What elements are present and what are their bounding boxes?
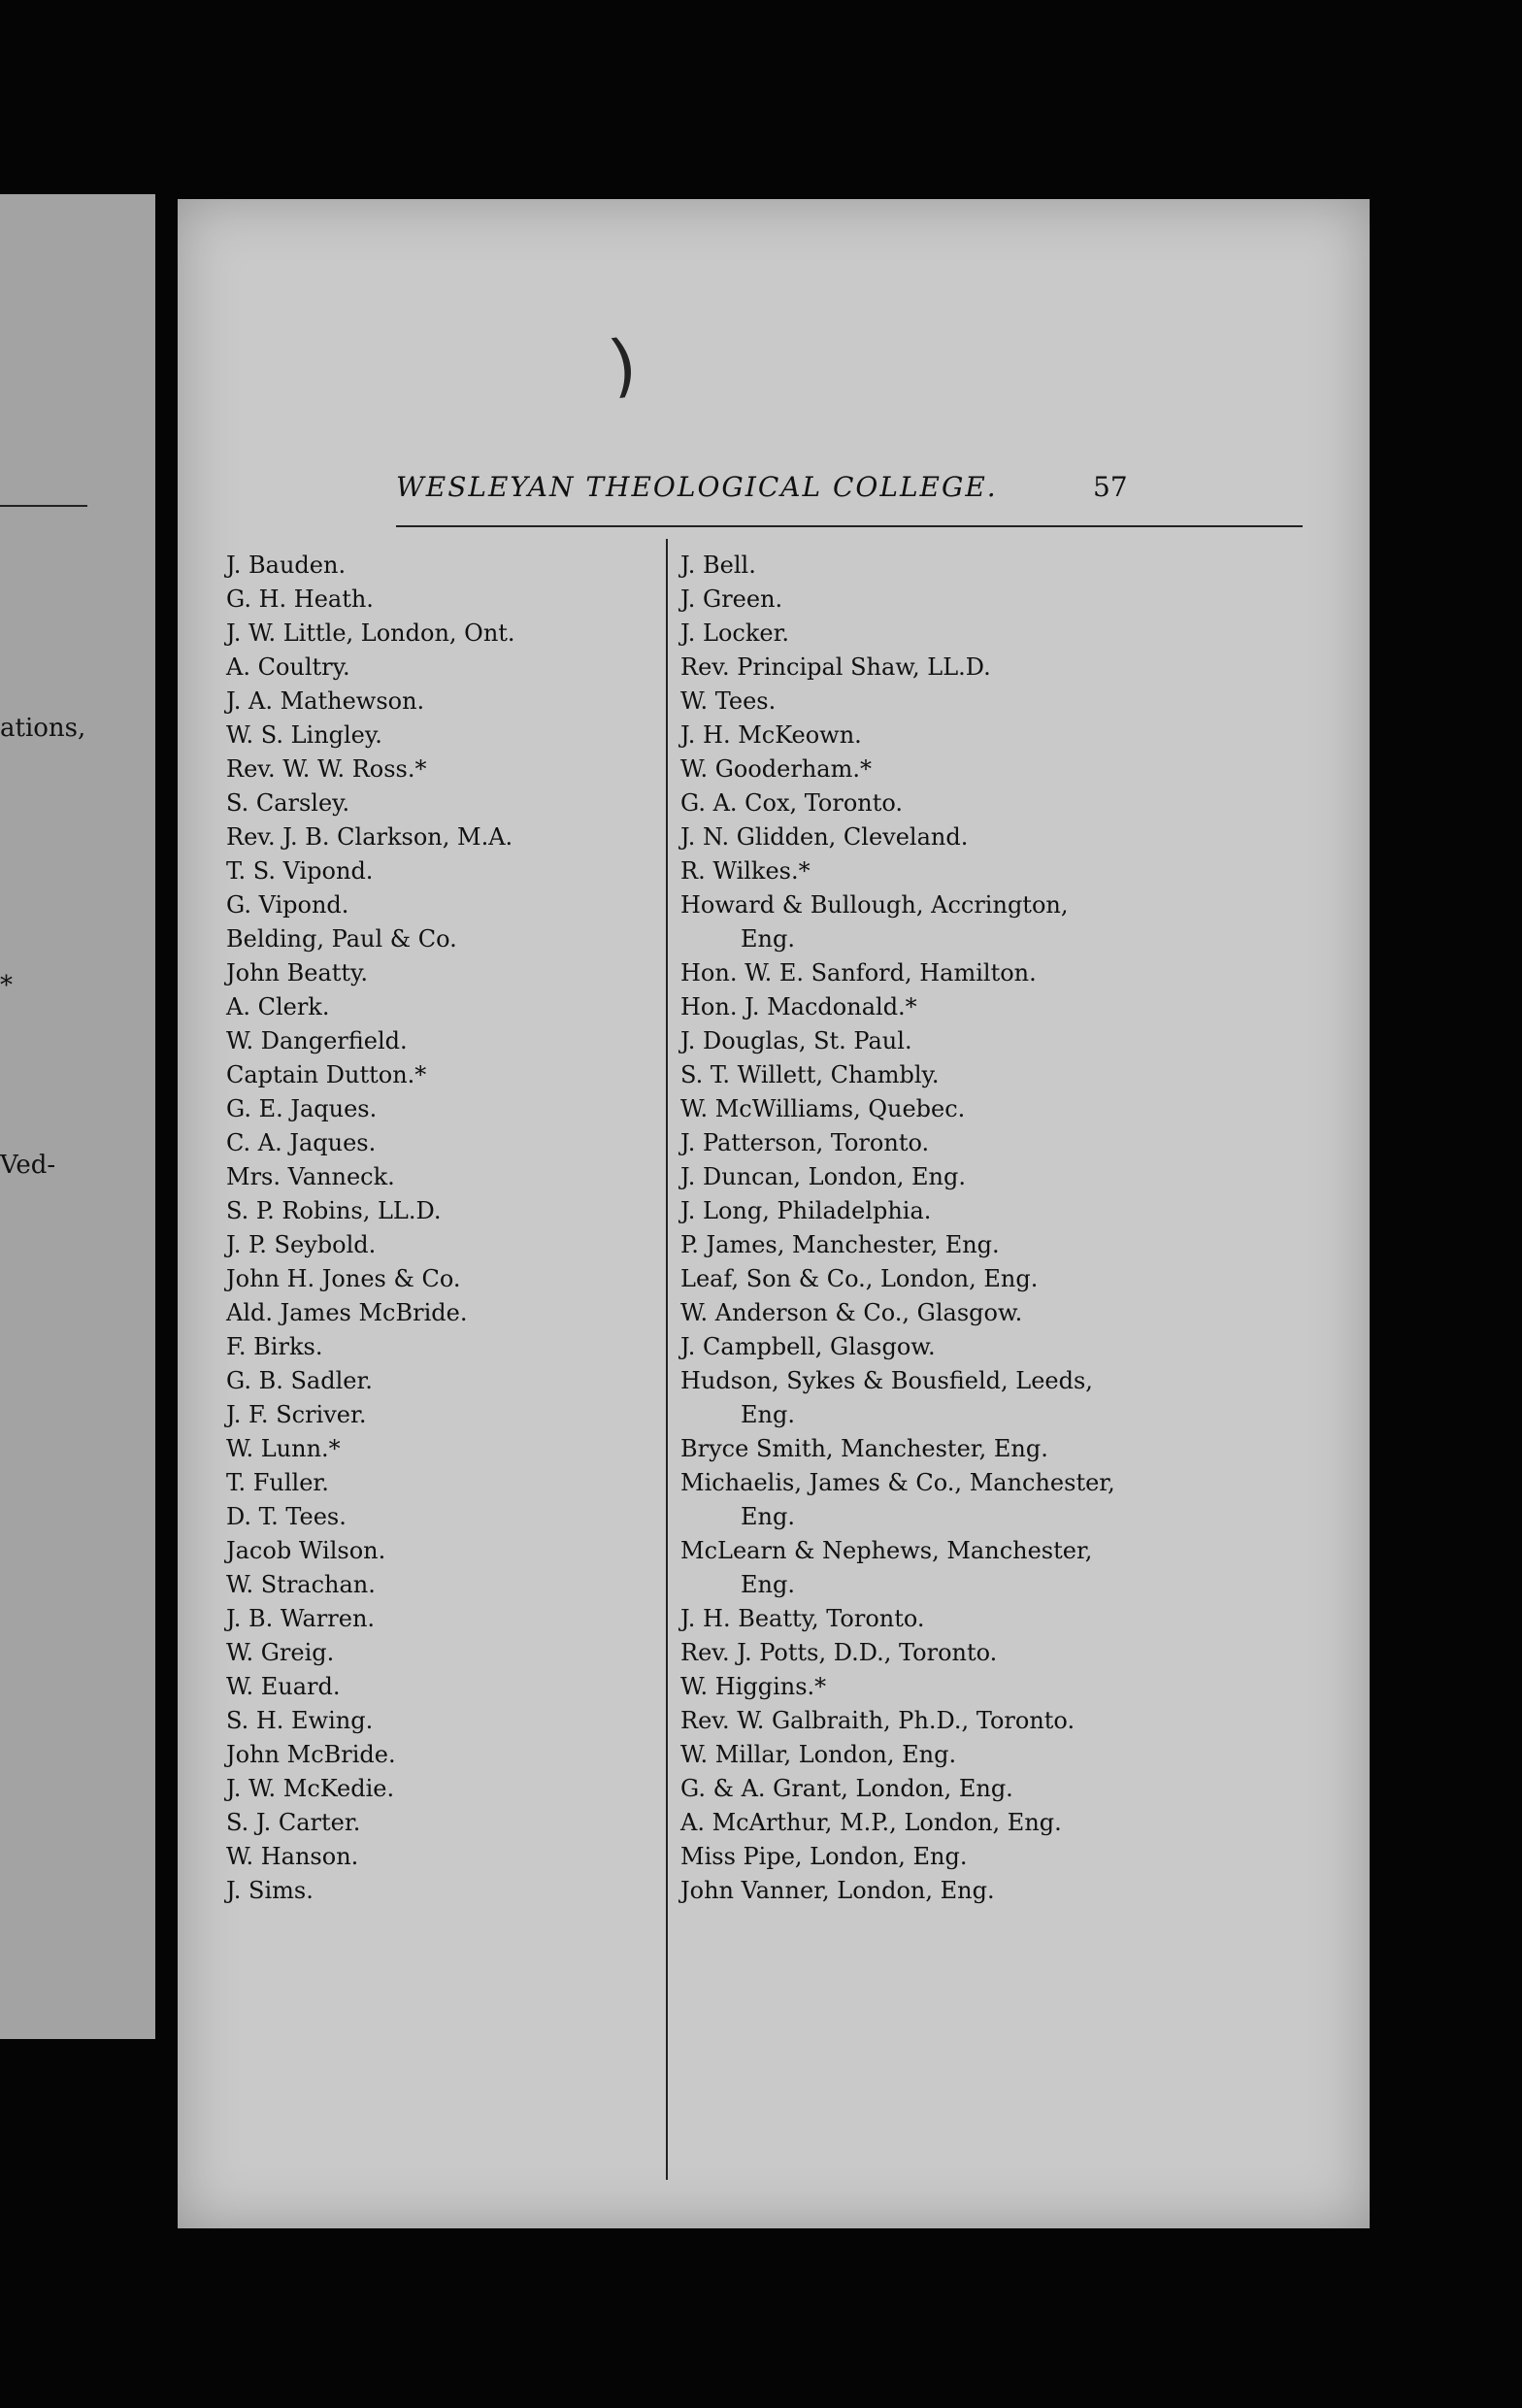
subscriber-name: John Vanner, London, Eng.: [680, 1877, 995, 1904]
subscriber-entry: S. H. Ewing.: [226, 1707, 374, 1734]
subscriber-entry: G. Vipond.: [226, 891, 349, 919]
subscriber-name: J. H. McKeown.: [680, 721, 862, 749]
subscriber-entry: Rev. J. B. Clarkson, M.A.: [226, 823, 513, 851]
subscriber-name: Miss Pipe, London, Eng.: [680, 1843, 968, 1870]
handwritten-bracket-mark: ): [604, 323, 642, 407]
subscriber-entry: Jacob Wilson.: [226, 1537, 386, 1564]
adjacent-page-fragment: *: [0, 971, 13, 1000]
subscriber-entry: [680, 1704, 1350, 1738]
adjacent-page-fragment: Ved-: [0, 1151, 56, 1180]
subscriber-entry: W. Strachan.: [226, 1571, 376, 1598]
subscriber-continuation: Eng.: [741, 1571, 795, 1598]
subscriber-entry: J. F. Scriver.: [226, 1401, 367, 1428]
subscriber-entry: Rev. W. W. Ross.*: [226, 755, 427, 783]
subscriber-entry: G. H. Heath.: [226, 585, 374, 613]
subscriber-name: Leaf, Son & Co., London, Eng.: [680, 1265, 1039, 1292]
subscriber-entry: [680, 1772, 1350, 1806]
subscriber-entry: [680, 1806, 1350, 1840]
subscriber-name: Howard & Bullough, Accrington,: [680, 891, 1069, 919]
subscriber-entry: [680, 1160, 1350, 1194]
subscriber-continuation: Eng.: [741, 925, 795, 953]
subscriber-entry: [680, 1262, 1350, 1296]
subscriber-entry: [680, 1024, 1350, 1058]
subscriber-entry: [680, 549, 1350, 583]
subscriber-entry: [680, 583, 1350, 617]
subscriber-entry: [680, 1296, 1350, 1330]
subscriber-name: J. Duncan, London, Eng.: [680, 1163, 966, 1190]
subscriber-entry: W. S. Lingley.: [226, 721, 382, 749]
subscriber-list-left: [226, 549, 515, 1908]
subscriber-entry: J. Sims.: [226, 1877, 314, 1904]
subscriber-name: McLearn & Nephews, Manchester,: [680, 1537, 1093, 1564]
subscriber-name: Bryce Smith, Manchester, Eng.: [680, 1435, 1048, 1462]
subscriber-entry: S. Carsley.: [226, 789, 350, 817]
page-number: 57: [1093, 471, 1128, 503]
subscriber-entry: Mrs. Vanneck.: [226, 1163, 395, 1190]
subscriber-list-right: [680, 549, 1350, 1908]
subscriber-entry: S. J. Carter.: [226, 1809, 361, 1836]
subscriber-entry: John McBride.: [226, 1741, 396, 1768]
subscriber-entry: T. Fuller.: [226, 1469, 329, 1496]
subscriber-entry: W. Lunn.*: [226, 1435, 341, 1462]
subscriber-name: A. McArthur, M.P., London, Eng.: [680, 1809, 1062, 1836]
subscriber-entry: [680, 752, 1350, 786]
subscriber-entry: [680, 956, 1350, 990]
subscriber-entry: [680, 786, 1350, 820]
subscriber-entry: [680, 1602, 1350, 1636]
subscriber-entry: [680, 1364, 1350, 1432]
adjacent-page-rule: [0, 505, 87, 507]
subscriber-entry: [680, 990, 1350, 1024]
adjacent-page-fragment: ations,: [0, 714, 86, 743]
subscriber-name: G. & A. Grant, London, Eng.: [680, 1775, 1013, 1802]
subscriber-entry: [680, 617, 1350, 651]
subscriber-entry: A. Clerk.: [226, 993, 330, 1020]
subscriber-entry: Captain Dutton.*: [226, 1061, 427, 1088]
subscriber-entry: [680, 1058, 1350, 1092]
subscriber-entry: [680, 1534, 1350, 1602]
subscriber-name: W. Anderson & Co., Glasgow.: [680, 1299, 1023, 1326]
subscriber-entry: G. B. Sadler.: [226, 1367, 373, 1394]
subscriber-entry: [680, 1194, 1350, 1228]
subscriber-entry: S. P. Robins, LL.D.: [226, 1197, 442, 1224]
subscriber-entry: [680, 1330, 1350, 1364]
subscriber-entry: [680, 820, 1350, 854]
subscriber-name: J. Bell.: [680, 552, 756, 579]
subscriber-entry: W. Dangerfield.: [226, 1027, 408, 1054]
subscriber-name: S. T. Willett, Chambly.: [680, 1061, 940, 1088]
subscriber-name: Hon. J. Macdonald.*: [680, 993, 917, 1020]
subscriber-entry: [680, 651, 1350, 685]
subscriber-name: W. Tees.: [680, 687, 777, 715]
subscriber-entry: [680, 1874, 1350, 1908]
subscriber-entry: J. W. McKedie.: [226, 1775, 395, 1802]
subscriber-entry: D. T. Tees.: [226, 1503, 347, 1530]
subscriber-entry: [680, 1126, 1350, 1160]
subscriber-name: Rev. J. Potts, D.D., Toronto.: [680, 1639, 998, 1666]
subscriber-entry: [680, 854, 1350, 888]
subscriber-entry: [680, 1228, 1350, 1262]
subscriber-entry: T. S. Vipond.: [226, 857, 374, 885]
subscriber-entry: W. Hanson.: [226, 1843, 359, 1870]
subscriber-name: J. Campbell, Glasgow.: [680, 1333, 936, 1360]
subscriber-entry: [680, 1636, 1350, 1670]
subscriber-entry: [680, 719, 1350, 752]
subscriber-name: J. Douglas, St. Paul.: [680, 1027, 912, 1054]
subscriber-name: J. Green.: [680, 585, 783, 613]
subscriber-name: R. Wilkes.*: [680, 857, 811, 885]
subscriber-entry: [680, 1670, 1350, 1704]
subscriber-name: W. McWilliams, Quebec.: [680, 1095, 966, 1122]
subscriber-name: J. H. Beatty, Toronto.: [680, 1605, 925, 1632]
subscriber-name: P. James, Manchester, Eng.: [680, 1231, 1000, 1258]
subscriber-name: W. Gooderham.*: [680, 755, 872, 783]
book-page: [178, 199, 1370, 2228]
subscriber-entry: W. Greig.: [226, 1639, 335, 1666]
subscriber-name: G. A. Cox, Toronto.: [680, 789, 904, 817]
running-header: WESLEYAN THEOLOGICAL COLLEGE.: [396, 471, 998, 503]
subscriber-entry: G. E. Jaques.: [226, 1095, 378, 1122]
subscriber-name: J. N. Glidden, Cleveland.: [680, 823, 969, 851]
subscriber-name: Hudson, Sykes & Bousfield, Leeds,: [680, 1367, 1093, 1394]
subscriber-name: Rev. W. Galbraith, Ph.D., Toronto.: [680, 1707, 1075, 1734]
subscriber-name: Hon. W. E. Sanford, Hamilton.: [680, 959, 1037, 987]
subscriber-entry: [680, 1738, 1350, 1772]
subscriber-name: J. Locker.: [680, 619, 790, 647]
subscriber-entry: [680, 1092, 1350, 1126]
subscriber-entry: J. B. Warren.: [226, 1605, 376, 1632]
subscriber-entry: John Beatty.: [226, 959, 369, 987]
subscriber-name: Rev. Principal Shaw, LL.D.: [680, 653, 991, 681]
subscriber-entry: C. A. Jaques.: [226, 1129, 377, 1156]
subscriber-entry: W. Euard.: [226, 1673, 341, 1700]
adjacent-page: [0, 194, 155, 2039]
subscriber-entry: [680, 1432, 1350, 1466]
subscriber-continuation: Eng.: [741, 1401, 795, 1428]
subscriber-entry: A. Coultry.: [226, 653, 350, 681]
subscriber-entry: John H. Jones & Co.: [226, 1265, 461, 1292]
subscriber-entry: J. A. Mathewson.: [226, 687, 425, 715]
subscriber-entry: F. Birks.: [226, 1333, 323, 1360]
subscriber-entry: Ald. James McBride.: [226, 1299, 468, 1326]
subscriber-entry: J. Bauden.: [226, 552, 347, 579]
subscriber-entry: J. P. Seybold.: [226, 1231, 377, 1258]
subscriber-entry: [680, 1466, 1350, 1534]
subscriber-entry: [680, 1840, 1350, 1874]
subscriber-entry: J. W. Little, London, Ont.: [226, 619, 515, 647]
column-divider: [666, 539, 668, 2180]
subscriber-entry: [680, 888, 1350, 956]
subscriber-name: J. Patterson, Toronto.: [680, 1129, 930, 1156]
subscriber-name: Michaelis, James & Co., Manchester,: [680, 1469, 1115, 1496]
subscriber-continuation: Eng.: [741, 1503, 795, 1530]
subscriber-entry: Belding, Paul & Co.: [226, 925, 457, 953]
subscriber-entry: [680, 685, 1350, 719]
subscriber-name: W. Higgins.*: [680, 1673, 827, 1700]
subscriber-name: W. Millar, London, Eng.: [680, 1741, 957, 1768]
header-rule: [396, 525, 1303, 527]
subscriber-name: J. Long, Philadelphia.: [680, 1197, 932, 1224]
